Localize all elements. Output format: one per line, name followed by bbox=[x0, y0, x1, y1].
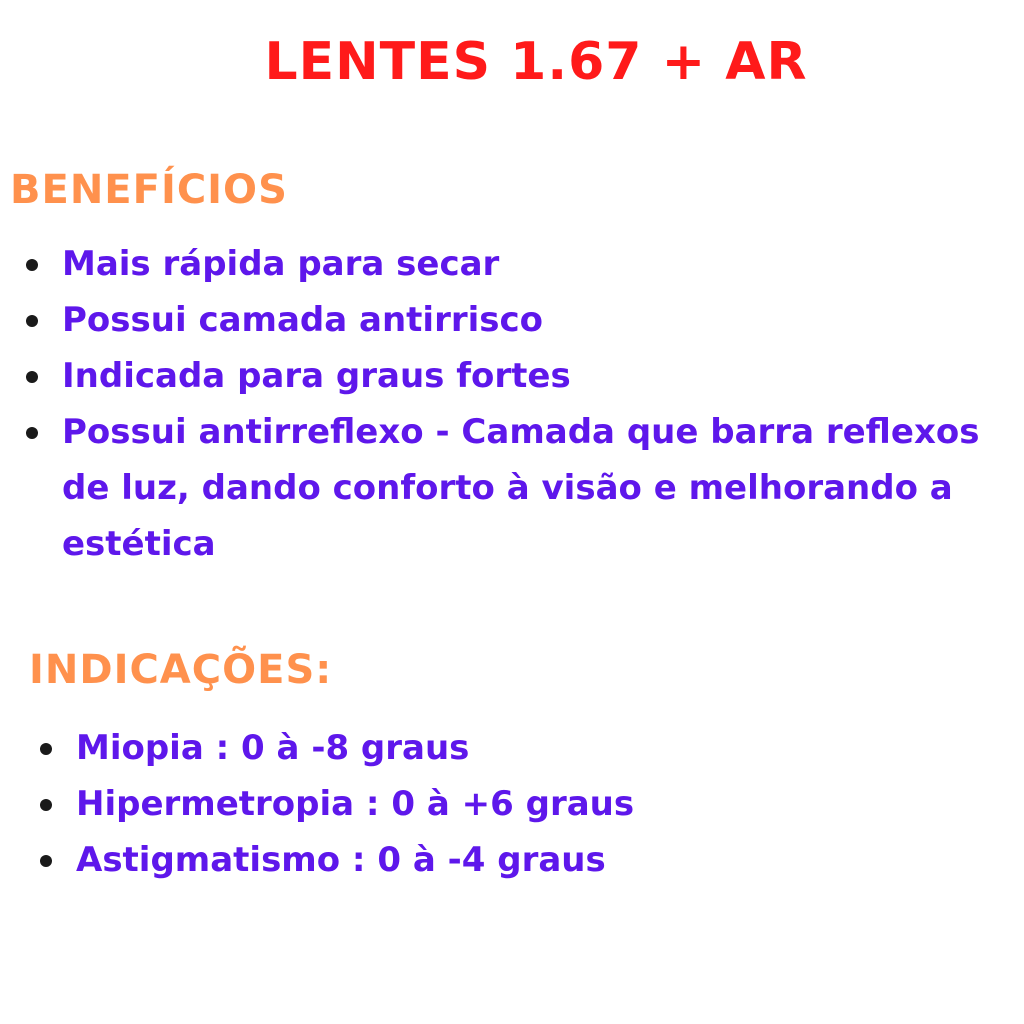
page-title: LENTES 1.67 + AR bbox=[264, 32, 808, 92]
list-item bbox=[76, 720, 1006, 776]
bullet-icon bbox=[26, 315, 38, 327]
benefits-list bbox=[62, 236, 1022, 572]
list-item bbox=[62, 236, 1022, 292]
list-item bbox=[76, 832, 1006, 888]
list-item bbox=[76, 776, 1006, 832]
list-item-text: Mais rápida para secar bbox=[62, 244, 500, 284]
bullet-icon bbox=[40, 855, 52, 867]
list-item-text: Hipermetropia : 0 à +6 graus bbox=[76, 784, 635, 824]
list-item-text: Miopia : 0 à -8 graus bbox=[76, 728, 470, 768]
list-item bbox=[62, 404, 1022, 572]
indications-heading: INDICAÇÕES: bbox=[29, 647, 333, 693]
benefits-heading: BENEFÍCIOS bbox=[10, 167, 288, 213]
bullet-icon bbox=[26, 427, 38, 439]
bullet-icon bbox=[40, 743, 52, 755]
indications-list bbox=[76, 720, 1006, 888]
list-item-text: Astigmatismo : 0 à -4 graus bbox=[76, 840, 606, 880]
list-item-text: Possui antirreflexo - Camada que barra reflexos de luz, dando conforto à visão e melhorando a estética bbox=[62, 412, 980, 564]
list-item-text: Possui camada antirrisco bbox=[62, 300, 544, 340]
bullet-icon bbox=[26, 259, 38, 271]
bullet-icon bbox=[40, 799, 52, 811]
list-item-text: Indicada para graus fortes bbox=[62, 356, 571, 396]
list-item bbox=[62, 348, 1022, 404]
bullet-icon bbox=[26, 371, 38, 383]
list-item bbox=[62, 292, 1022, 348]
